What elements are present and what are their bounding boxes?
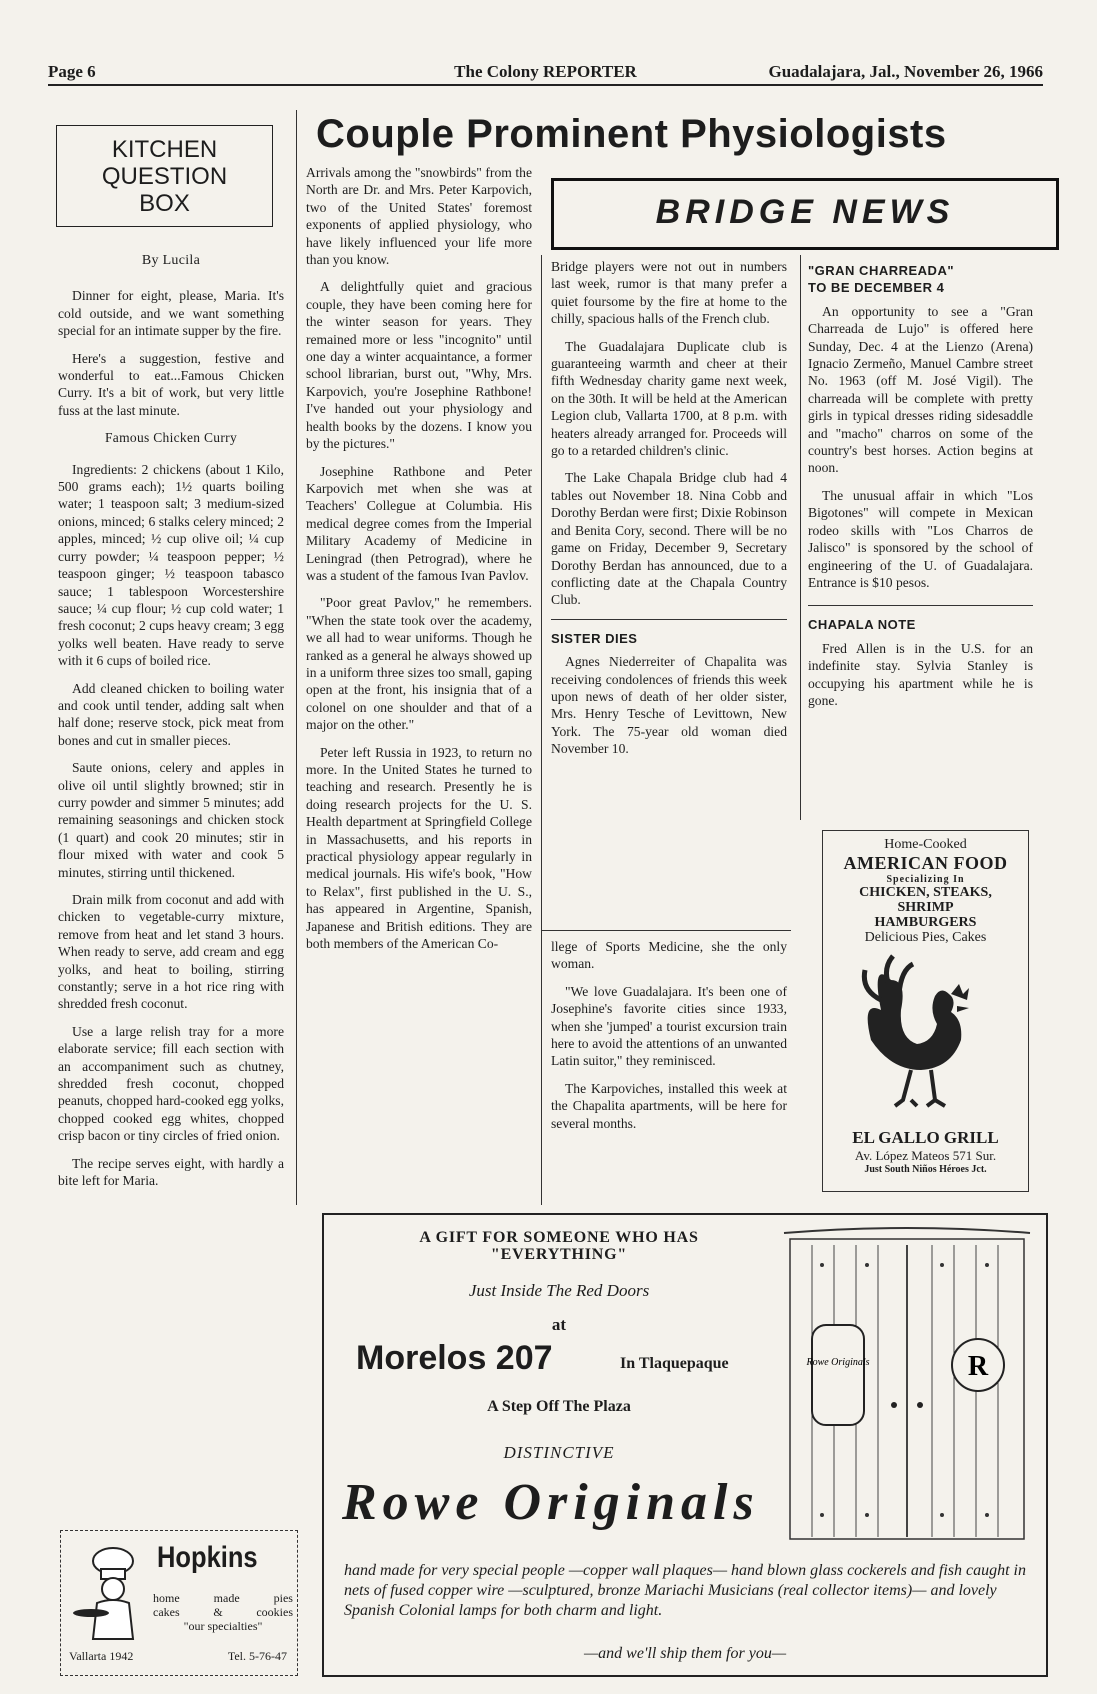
rowe-at: at [551, 1315, 567, 1334]
gallo-line: Specializing In [886, 874, 965, 885]
rowe-gift-headline [324, 1229, 794, 1263]
hopkins-specialties: "our specialties" [183, 1619, 263, 1633]
hopkins-address: Vallarta 1942 [69, 1649, 134, 1663]
gallo-name: EL GALLO GRILL [852, 1128, 999, 1147]
rooster-icon [851, 950, 1001, 1120]
gallo-note: Just South Niños Héroes Jct. [864, 1164, 987, 1175]
bridge-column [551, 258, 787, 768]
article-paragraph: Peter left Russia in 1923, to return no more. In the United States he turned to teaching and research. Presently he is doing research projects for the U. S. Health department at Springfield College in Massachusetts, and his reports in practical physiology appear regularly in medical journals. His wife's book, "How to Relax", first published in the U. S., has appeared in Argentine, Spanish, Japanese and British editions. They are both members of the American Co- [306, 744, 532, 952]
kitchen-column [58, 252, 284, 1200]
rowe-gift-line1: A GIFT FOR SOMEONE WHO HAS [419, 1229, 699, 1246]
charreada-paragraph: The unusual affair in which "Los Bigotones" will compete in Mexican rodeo skills with "Los Charros de Jalisco" is sponsored by the school of engineering of the U. of Guadalajara. Entrance is $10 pesos. [808, 487, 1033, 590]
door-sign-text: Rowe Originals [806, 1357, 870, 1368]
dateline: Guadalajara, Jal., November 26, 1966 [768, 62, 1043, 81]
hopkins-ad [60, 1530, 298, 1676]
kitchen-title-line2: QUESTION [101, 163, 228, 190]
article-paragraph: Arrivals among the "snowbirds" from the North are Dr. and Mrs. Peter Karpovich, two of the United States' foremost exponents of applied physiology, who have likely influenced your life more than you know. [306, 165, 532, 268]
rowe-step: A Step Off The Plaza [487, 1398, 631, 1415]
gallo-line: Delicious Pies, Cakes [864, 930, 987, 945]
rowe-town: In Tlaquepaque [620, 1355, 729, 1372]
charreada-heading-line2: TO BE DECEMBER 4 [808, 280, 945, 296]
masthead [48, 58, 1043, 86]
sister-dies-paragraph: Agnes Niederreiter of Chapalita was receiving condolences of friends this week upon news of death of her older sister, Mrs. Henry Tesche of Levittown, New York. The 75-year old woman died November 10. [551, 654, 787, 757]
article-paragraph: A delightfully quiet and gracious couple, they have been coming here for the winter season for years. They remained more or less "incognito" until one day a winter acquaintance, a former school librarian, burst out, "Why, Mrs. Karpovich, you're Josephine Rathbone! I've handed out your physiology and health books by the dozens. I know you by the pictures." [306, 279, 532, 452]
article-paragraph: "Poor great Pavlov," he remembers. "When the state took over the academy, we all had to wear uniforms. Though he ranked as a general he always showed up in a uniform three sizes too small, gaping open at the front, his insignia that of a colonel on one shoulder and that of a major on the other." [306, 595, 532, 733]
recipe-step: Add cleaned chicken to boiling water and cook until tender, adding salt when half done; reserve stock, pick meat from bones and cut in smaller pieces. [58, 680, 284, 748]
gallo-line: SHRIMP [897, 900, 954, 915]
hopkins-word: cookies [256, 1605, 293, 1619]
paper-name: The Colony REPORTER [454, 62, 637, 81]
gallo-line: CHICKEN, STEAKS, [859, 885, 992, 900]
kitchen-question-box-title [56, 125, 273, 227]
hopkins-products [153, 1591, 293, 1633]
charreada-paragraph: An opportunity to see a "Gran Charreada de Lujo" is offered here Sunday, Dec. 4 at the Lienzo (Arena) Ignacio Zermeño, Manuel Cambre street No. 1963 (off M. José Vigil). The charreada will be complete with pretty girls in typical dresses riding sidesaddle and "macho" charros on some of the country's best horses. Action begins at noon. [808, 303, 1033, 476]
column-rule [541, 930, 791, 931]
rowe-shipping: —and we'll ship them for you— [583, 1645, 787, 1662]
gallo-line: HAMBURGERS [874, 915, 977, 930]
article-paragraph: "We love Guadalajara. It's been one of Josephine's favorite cities since 1933, when she 'jumped' a tourist excursion train here to avoid the attentions of an unwanted Latin suitor," they reminisced. [551, 983, 787, 1069]
recipe-ingredients: Ingredients: 2 chickens (about 1 Kilo, 500 grams each); 1½ quarts boiling water; 1 teaspoon salt; 3 medium-sized onions, minced; 6 stalks celery minced; 2 apples, minced; ½ cup olive oil; ¼ cup curry powder; ¼ teaspoon pepper; ½ teaspoon ginger; ½ teaspoon tabasco sauce; 1 tablespoon Worcestershire sauce; ¼ cup flour; ½ cup cold water; 1 fresh coconut; 2 cups heavy cream; 3 egg yolks well beaten. Have ready to serve with it 6 cups of boiled rice. [58, 461, 284, 669]
bridge-paragraph: The Guadalajara Duplicate club is guaranteeing warmth and cheer at their fifth Wednesday charity game next week, on the 30th. It will be held at the American Legion club, Vallarta 1700, at 8 p.m. with heaters already arranged for. Proceeds will go to a retarded children's clinic. [551, 338, 787, 459]
rowe-distinctive: DISTINCTIVE [503, 1443, 615, 1462]
chapala-note-paragraph: Fred Allen is in the U.S. for an indefinite stay. Sylvia Stanley is occupying his apartment while he is gone. [808, 640, 1033, 708]
hopkins-word: made [213, 1591, 240, 1605]
charreada-heading-line1: "GRAN CHARREADA" [808, 263, 954, 278]
physiologists-continuation [551, 938, 787, 1142]
column-rule [296, 110, 297, 1205]
sister-dies-heading: SISTER DIES [551, 630, 638, 646]
recipe-step: The recipe serves eight, with hardly a bite left for Maria. [58, 1155, 284, 1189]
kitchen-title-line1: KITCHEN [111, 136, 218, 163]
bridge-news-banner [551, 178, 1059, 250]
column-rule [800, 255, 801, 820]
hopkins-word: cakes [153, 1605, 180, 1619]
baker-chef-icon [71, 1543, 151, 1643]
physiologists-headline: Couple Prominent Physiologists [316, 112, 947, 156]
door-monogram: R [967, 1351, 989, 1382]
physiologists-column [306, 164, 532, 962]
hopkins-phone: Tel. 5-76-47 [227, 1649, 287, 1663]
kitchen-title-line3: BOX [139, 190, 190, 217]
hopkins-word: pies [273, 1591, 293, 1605]
hopkins-word: home [153, 1591, 180, 1605]
recipe-step: Drain milk from coconut and add with chicken to vegetable-curry mixture, remove from heat and let stand 3 hours. When ready to serve, add cream and egg yolks, and heat to boiling, stirring constantly; serve in a hot rice ring with shredded fresh coconut. [58, 892, 284, 1012]
article-paragraph: Josephine Rathbone and Peter Karpovich met when she was at Teachers' Collegue at Columbia. His medical degree comes from the Imperial Military Academy of Medicine in Leningrad (then Petrograd), where he was a student of the famous Ivan Pavlov. [306, 463, 532, 583]
gallo-line: AMERICAN FOOD [843, 853, 1008, 873]
rowe-address: Morelos 207 [356, 1339, 553, 1377]
column-rule [541, 255, 542, 1205]
rowe-inside: Just Inside The Red Doors [468, 1281, 650, 1300]
article-paragraph: llege of Sports Medicine, she the only woman. [551, 939, 787, 972]
article-paragraph: The Karpoviches, installed this week at the Chapalita apartments, will be here for several months. [551, 1080, 787, 1131]
kitchen-byline: By Lucila [141, 253, 201, 268]
red-doors-illustration [782, 1225, 1032, 1545]
charreada-column [808, 262, 1033, 719]
bridge-paragraph: The Lake Chapala Bridge club had 4 tables out November 18. Nina Cobb and Dorothy Berdan were first; Dixie Robinson and Benita Cory, second. There will be no game on Friday, December 9, Secretary Dorothy Berdan has announced, due to a conflicting date at the Chapala Country Club. [551, 470, 787, 608]
bridge-paragraph: Bridge players were not out in numbers last week, rumor is that many prefer a quiet foursome by the fire at home to the chilly, spacious halls of the French club. [551, 259, 787, 327]
gallo-address: Av. López Mateos 571 Sur. [854, 1148, 997, 1163]
page-number: Page 6 [48, 62, 96, 81]
chapala-note-heading: CHAPALA NOTE [808, 617, 916, 633]
hopkins-word: & [213, 1605, 223, 1619]
recipe-title: Famous Chicken Curry [105, 430, 237, 446]
rowe-brand: Rowe Originals [342, 1474, 760, 1531]
rowe-originals-ad [322, 1213, 1048, 1677]
kitchen-paragraph: Here's a suggestion, festive and wonderful to eat...Famous Chicken Curry. It's a bit of work, but very little fuss at the last minute. [58, 350, 284, 418]
recipe-step: Use a large relish tray for a more elaborate service; fill each section with an accompaniment such as chutney, shredded fresh coconut, chopped peanuts, chopped hard-cooked egg yolks, chopped cooked egg whites, chopped crisp bacon or tiny circles of fried onion. [58, 1023, 284, 1144]
el-gallo-grill-ad [822, 830, 1029, 1192]
rowe-gift-line2: "EVERYTHING" [490, 1246, 628, 1263]
rowe-description: hand made for very special people —copper wall plaques— hand blown glass cockerels and fish caught in nets of fused copper wire —sculptured, bronze Mariachi Musicians (real collector items)— and lovely Spanish Colonial lamps for both charm and light. [344, 1562, 1026, 1619]
bridge-news-title: BRIDGE NEWS [655, 193, 955, 231]
recipe-step: Saute onions, celery and apples in olive oil until slightly browned; stir in curry powder and simmer 5 minutes; add remaining seasonings and chicken stock (1 quart) and cook 20 minutes; stir in flour mixed with water and cook 5 minutes, stirring until thickened. [58, 760, 284, 880]
kitchen-paragraph: Dinner for eight, please, Maria. It's cold outside, and we want something special for an intimate supper by the fire. [58, 288, 284, 339]
gallo-line: Home-Cooked [884, 837, 967, 852]
hopkins-name: Hopkins [157, 1541, 258, 1574]
